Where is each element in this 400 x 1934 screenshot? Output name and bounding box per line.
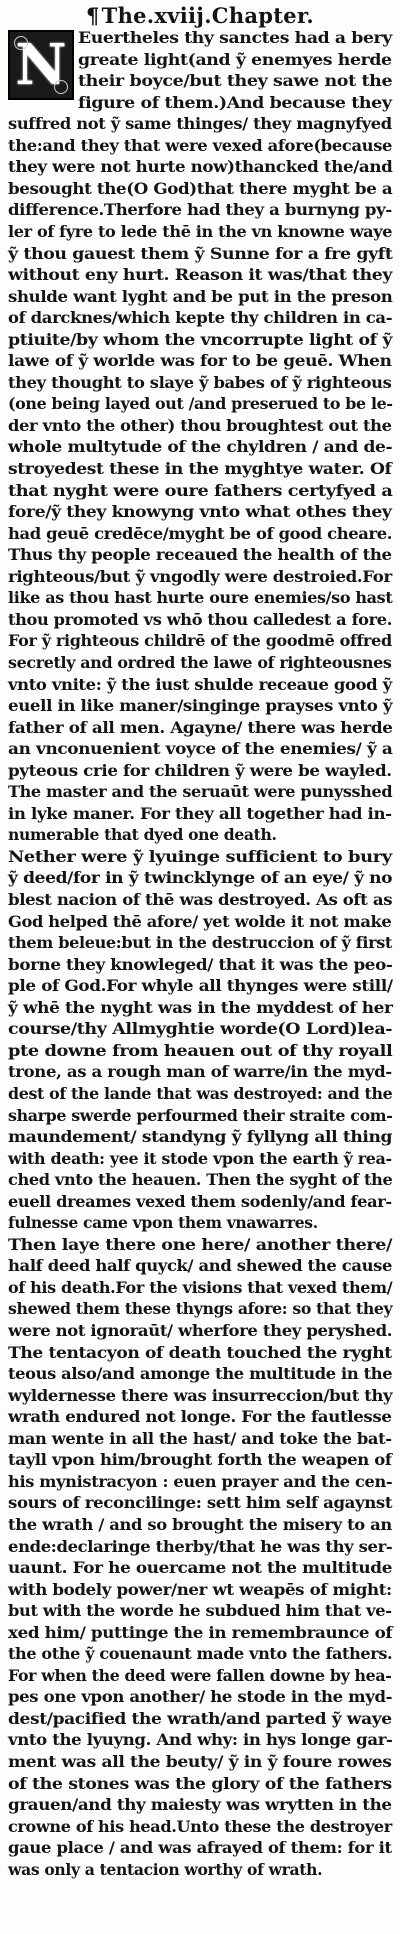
- text-line: dest of the lande that was destroyed: and the: [8, 1083, 393, 1103]
- text-line: figure of them.)And because they: [78, 92, 392, 112]
- text-line: pes one vpon another/ he stode in the myd-: [8, 1687, 393, 1707]
- text-line: pyteous crie for children ỹ were be wayled.: [8, 760, 392, 780]
- ornamental-initial-icon: [8, 30, 74, 100]
- text-line: like as thou hast hurte oure enemies/so hast: [8, 588, 393, 608]
- text-line: wyldernesse there was insurreccion/but thy: [8, 1385, 393, 1405]
- text-line: course/thy Allmyghtie worde(O Lord)lea-: [8, 1019, 393, 1039]
- text-line: vnto vnite: ỹ the iust shulde receaue good ỹ: [8, 674, 392, 694]
- text-line: were not ignoraūt/ wherfore they peryshed.: [8, 1321, 393, 1340]
- text-line: suffred not ỹ same thinges/ they magnyfyed: [8, 114, 392, 134]
- text-line: ỹ thou gauest them ỹ Sunne for a fre gyft: [8, 243, 393, 263]
- text-line: father of all men. Agayne/ there was herde: [8, 717, 393, 737]
- text-line: trone, as a rough man of warre/in the myd-: [8, 1062, 392, 1082]
- text-line: For ỹ righteous childrē of the goodmē offred: [8, 631, 392, 651]
- text-line: Thus thy people receaued the health of the: [8, 545, 392, 565]
- text-line: without eny hurt. Reason it was/that they: [8, 265, 393, 285]
- text-line: pte downe from heauen out of thy royall: [8, 1040, 393, 1060]
- text-line: ched vnto the heauen. Then the syght of the: [8, 1170, 393, 1190]
- text-line: The tentacyon of death touched the ryght: [8, 1342, 392, 1362]
- text-line: difference.Therfore had they a burnyng py-: [8, 200, 392, 220]
- text-line: der vnto the other) thou broughtest out the: [8, 415, 392, 435]
- text-line: borne they knowleged/ that it was the peo-: [8, 954, 393, 974]
- text-line: The master and the seruaūt were punysshed: [8, 782, 393, 802]
- text-line: numerable that dyed one death.: [8, 825, 277, 845]
- text-line: ler of fyre to lede thē in the vn knowne waye: [8, 221, 393, 241]
- text-line: wrath endured not longe. For the fautlesse: [8, 1407, 392, 1427]
- text-line: ple of God.For whyle all thynges were still/: [8, 976, 393, 996]
- text-line: ptiuite/by whom the vncorrupte light of ỹ: [8, 329, 393, 349]
- drop-cap-letter: N: [15, 32, 67, 98]
- text-line: lawe of ỹ worlde was for to be geuē. When: [8, 351, 392, 371]
- text-line: Euertheles thy sanctes had a bery: [78, 28, 392, 47]
- text-line: the:and they that were vexed afore(because: [8, 135, 393, 155]
- text-line: besought the(O God)that there myght be a: [8, 178, 393, 198]
- text-line: but with the worde he subdued him that ve-: [8, 1601, 392, 1621]
- text-line: half deed half quyck/ and shewed the cause: [8, 1256, 393, 1276]
- text-line: of the stones was the glory of the fathers: [8, 1773, 392, 1793]
- text-line: ỹ whē the nyght was in the myddest of her: [8, 997, 393, 1017]
- text-line: fore/ỹ they knowyng vnto what othes they: [8, 502, 392, 522]
- text-line: their boyce/but they sawe not the: [78, 71, 393, 91]
- text-line: teous also/and amonge the multitude in the: [8, 1364, 393, 1384]
- text-line: righteous/but ỹ vngodly were destroied.For: [8, 566, 392, 586]
- text-line: man wente in all the hast/ and toke the bat-: [8, 1428, 392, 1448]
- text-line: an vnconuenient voyce of the enemies/ ỹ a: [8, 739, 393, 759]
- text-line: Nether were ỹ lyuinge sufficient to bury: [8, 846, 392, 866]
- text-line: For when the deed were fallen downe by hea-: [8, 1665, 392, 1685]
- text-line: euell dreames vexed them sodenly/and fear-: [8, 1191, 392, 1211]
- text-line: ỹ deed/for in ỹ twincklynge of an eye/ ỹ no: [8, 868, 393, 888]
- chapter-title: The.xviij.Chapter.: [101, 3, 314, 28]
- text-line: with bodely power/ner wt weapēs of might:: [8, 1579, 392, 1599]
- text-line: fulnesse came vpon them vnawarres.: [8, 1213, 318, 1233]
- text-line: his mynistracyon : euen prayer and the cen-: [8, 1471, 393, 1491]
- text-line: of his death.For the visions that vexed them/: [8, 1277, 393, 1297]
- text-line: crowne of his head.Unto these the destroyer: [8, 1816, 392, 1836]
- text-line: vnto the lyuyng. And why: in hys longe gar-: [8, 1730, 393, 1750]
- text-line: secretly and ordred the lawe of righteousnes: [8, 652, 392, 672]
- text-line: shulde want lyght and be put in the preson: [8, 286, 393, 306]
- text-line: sours of reconcilinge: sett him self agaynst: [8, 1493, 393, 1513]
- ornament-flourish-icon: [14, 36, 28, 50]
- text-line: God helped thē afore/ yet wolde it not make: [8, 911, 392, 931]
- text-line: the wrath / and so brought the misery to an: [8, 1514, 392, 1534]
- text-line: blest nacion of thē was destroyed. As oft as: [8, 890, 393, 909]
- ornament-flourish-icon: [54, 80, 68, 94]
- text-line: whole multytude of the chyldren / and de-: [8, 437, 393, 457]
- text-line: uaunt. For he ouercame not the multitude: [8, 1558, 393, 1578]
- text-line: in lyke maner. For they all together had in-: [8, 803, 392, 823]
- chapter-heading: [0, 4, 400, 28]
- text-line: grauen/and thy maiesty was wrytten in the: [8, 1795, 392, 1815]
- text-line: with death: yee it stode vpon the earth ỹ rea-: [8, 1148, 392, 1168]
- text-line: ende:declaringe therby/that he was thy ser-: [8, 1536, 393, 1556]
- text-line: shewed them these thyngs afore: so that they: [8, 1299, 393, 1319]
- text-line: ment was all the beuty/ ỹ in ỹ foure rowes: [8, 1752, 392, 1771]
- text-line: they thought to slaye ỹ babes of ỹ righteous: [8, 372, 392, 392]
- text-line: they were not hurte now)thancked the/and: [8, 157, 393, 177]
- text-line: them beleue:but in the destruccion of ỹ first: [8, 933, 392, 953]
- text-line: gaue place / and was afrayed of them: for it: [8, 1838, 392, 1858]
- text-line: thou promoted vs whō thou calledest a fore.: [8, 609, 392, 629]
- text-line: that nyght were oure fathers certyfyed a: [8, 480, 393, 500]
- text-line: maundement/ standyng ỹ fyllyng all thing: [8, 1127, 393, 1147]
- text-line: of darcknes/which kepte thy children in ca-: [8, 308, 393, 328]
- text-line: greate light(and ỹ enemyes herde: [78, 49, 392, 69]
- text-line: sharpe swerde perfourmed their straite com-: [8, 1105, 393, 1125]
- text-line: tayll vpon him/brought forth the weapen of: [8, 1450, 392, 1470]
- text-line: dest/pacified the wrath/and parted ỹ waye: [8, 1708, 392, 1728]
- text-line: (one being layed out /and preserued to be le-: [8, 394, 393, 414]
- text-line: stroyedest these in the myghtye water. Of: [8, 459, 392, 478]
- text-line: Then laye there one here/ another there/: [8, 1234, 393, 1254]
- text-line: had geuē credēce/myght be of good cheare.: [8, 523, 393, 543]
- text-line: was only a tentacion worthy of wrath.: [8, 1859, 323, 1879]
- text-line: xed him/ puttinge the in remembraunce of: [8, 1622, 393, 1642]
- text-line: euell in like maner/singinge prayses vnto ỹ: [8, 696, 393, 716]
- pilcrow-icon: ¶: [85, 3, 100, 28]
- text-line: the othe ỹ couenaunt made vnto the fathers.: [8, 1644, 393, 1664]
